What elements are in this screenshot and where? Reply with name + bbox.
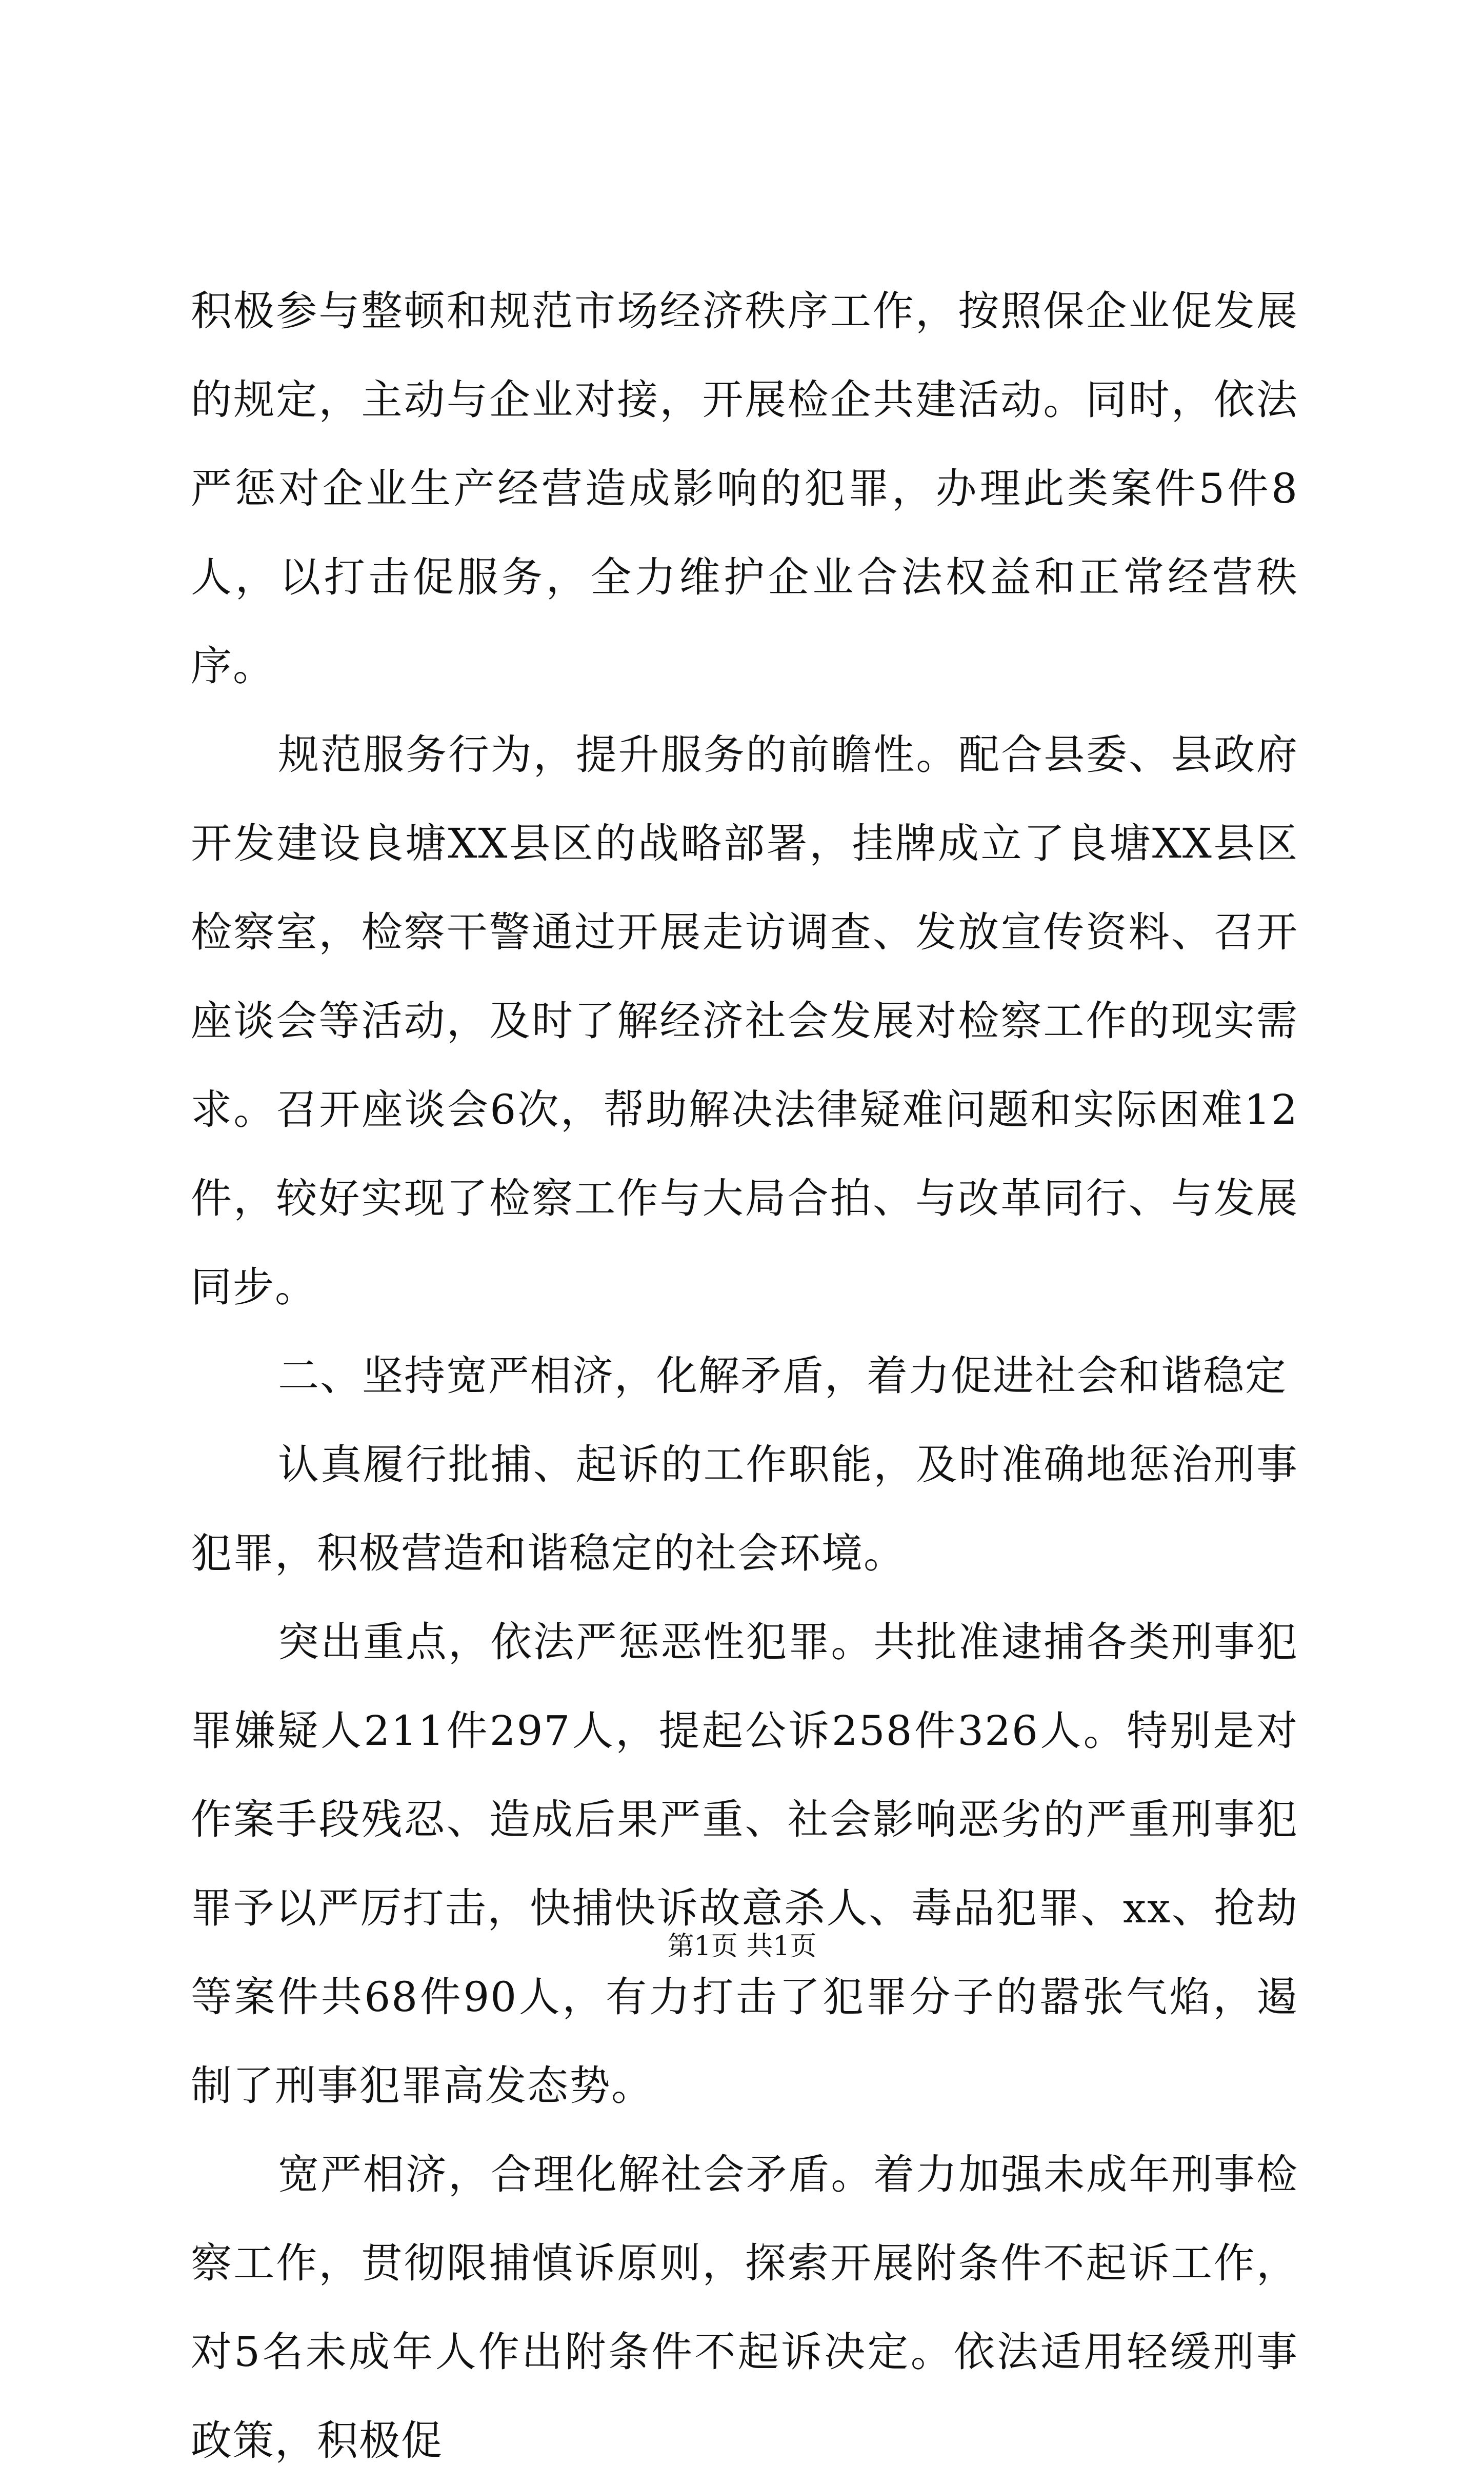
paragraph-3: 认真履行批捕、起诉的工作职能，及时准确地惩治刑事犯罪，积极营造和谐稳定的社会环境。	[191, 1441, 1298, 1577]
paragraph-2: 规范服务行为，提升服务的前瞻性。配合县委、县政府开发建设良塘XX县区的战略部署，挂牌成立了良塘XX县区检察室，检察干警通过开展走访调查、发放宣传资料、召开座谈会等活动，及时了解经济社会发展对检察工作的现实需求。召开座谈会6次，帮助解决法律疑难问题和实际困难12件，较好实现了检察工作与大局合拍、与改革同行、与发展同步。	[191, 731, 1298, 1311]
page-footer: 第1页 共1页	[667, 1931, 817, 1962]
document-body	[191, 267, 1298, 2485]
section-heading: 二、坚持宽严相济，化解矛盾，着力促进社会和谐稳定	[278, 1352, 1287, 1400]
paragraph-1: 积极参与整顿和规范市场经济秩序工作，按照保企业促发展的规定，主动与企业对接，开展检企共建活动。同时，依法严惩对企业生产经营造成影响的犯罪，办理此类案件5件8人，以打击促服务，全力维护企业合法权益和正常经营秩序。	[191, 287, 1298, 690]
paragraph-4: 突出重点，依法严惩恶性犯罪。共批准逮捕各类刑事犯罪嫌疑人211件297人，提起公诉258件326人。特别是对作案手段残忍、造成后果严重、社会影响恶劣的严重刑事犯罪予以严厉打击，快捕快诉故意杀人、毒品犯罪、xx、抢劫等案件共68件90人，有力打击了犯罪分子的嚣张气焰，遏制了刑事犯罪高发态势。	[191, 1618, 1298, 2110]
paragraph-5: 宽严相济，合理化解社会矛盾。着力加强未成年刑事检察工作，贯彻限捕慎诉原则，探索开展附条件不起诉工作，对5名未成年人作出附条件不起诉决定。依法适用轻缓刑事政策，积极促	[191, 2151, 1298, 2464]
